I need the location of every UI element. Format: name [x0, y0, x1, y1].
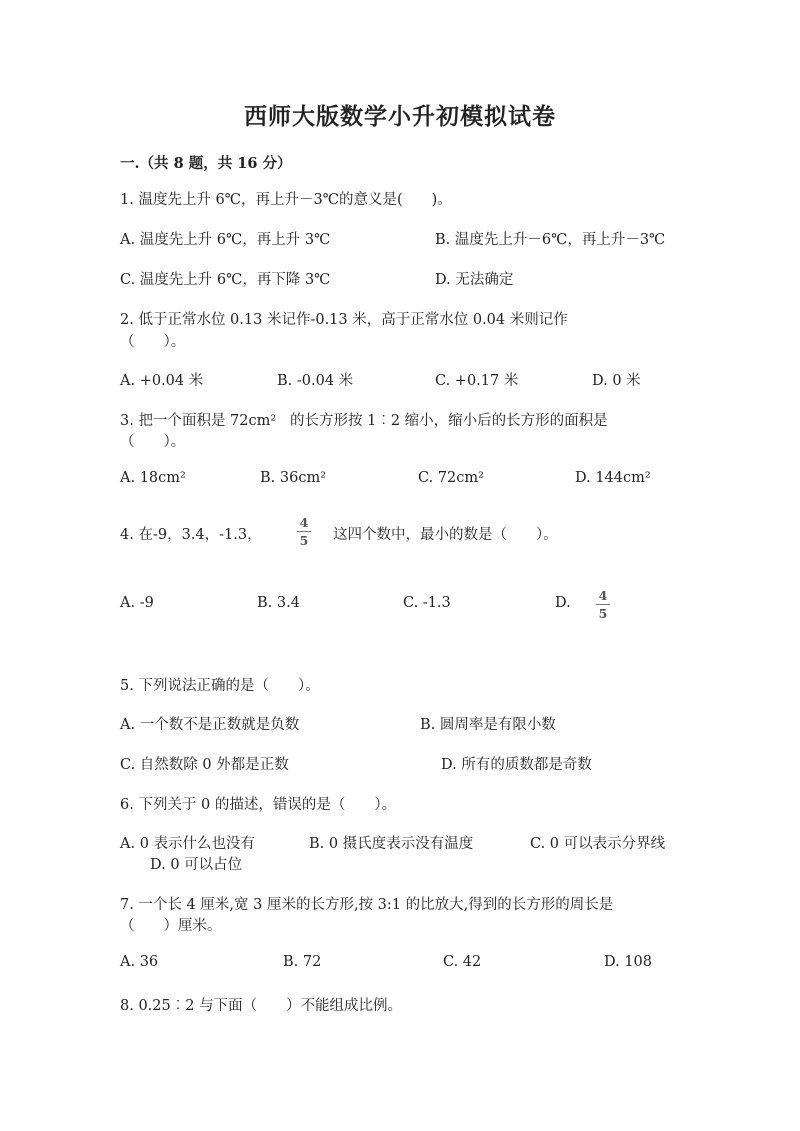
q6-option-c[interactable]: C. 0 可以表示分界线 [530, 836, 666, 852]
fraction-bar [297, 531, 311, 532]
question-2-stem: 2. 低于正常水位 0.13 米记作-0.13 米，高于正常水位 0.04 米则记作 [120, 312, 568, 328]
q5-option-a[interactable]: A. 一个数不是正数就是负数 [120, 717, 300, 733]
q7-option-b[interactable]: B. 72 [283, 954, 322, 970]
fraction-numerator: 4 [598, 588, 608, 603]
fraction-denominator: 5 [598, 606, 608, 621]
question-4-stem-part2: 这四个数中，最小的数是（ ）。 [333, 527, 558, 543]
question-1-stem: 1. 温度先上升 6℃，再上升－3℃的意义是( )。 [120, 192, 452, 208]
q2-option-d[interactable]: D. 0 米 [592, 373, 641, 389]
option-d-fraction [596, 589, 610, 620]
q4-option-a[interactable]: A. -9 [120, 595, 154, 611]
q7-option-a[interactable]: A. 36 [120, 954, 159, 970]
q1-option-a[interactable]: A. 温度先上升 6℃，再上升 3℃ [120, 232, 331, 248]
q3-option-b[interactable]: B. 36cm² [260, 470, 327, 486]
q1-option-d[interactable]: D. 无法确定 [435, 272, 514, 288]
page-title: 西师大版数学小升初模拟试卷 [244, 103, 556, 130]
q2-option-c[interactable]: C. +0.17 米 [435, 373, 519, 389]
question-5-stem: 5. 下列说法正确的是（ ）。 [120, 678, 320, 694]
q7-option-d[interactable]: D. 108 [604, 954, 653, 970]
question-3-stem-part1: 3. 把一个面积是 72cm² [120, 413, 277, 429]
question-8-stem: 8. 0.25︰2 与下面（ ）不能组成比例。 [120, 998, 403, 1014]
q1-option-b[interactable]: B. 温度先上升－6℃，再上升－3℃ [435, 232, 666, 248]
question-3-stem-line2: （ ）。 [120, 434, 186, 450]
question-2-stem-line2: （ ）。 [120, 334, 186, 350]
fraction-bar [596, 604, 610, 605]
question-3-stem-part2: 的长方形按 1︰2 缩小，缩小后的长方形的面积是 [290, 413, 608, 429]
q7-option-c[interactable]: C. 42 [443, 954, 482, 970]
q3-option-d[interactable]: D. 144cm² [575, 470, 651, 486]
q4-option-d[interactable]: D. [555, 595, 571, 611]
question-4-stem-part1: 4. 在-9，3.4，-1.3， [120, 527, 262, 543]
q2-option-b[interactable]: B. -0.04 米 [277, 373, 354, 389]
question-7-stem-line2: （ ）厘米。 [120, 918, 222, 934]
q6-option-b[interactable]: B. 0 摄氏度表示没有温度 [309, 836, 474, 852]
q4-option-c[interactable]: C. -1.3 [403, 595, 451, 611]
question-7-stem: 7. 一个长 4 厘米,宽 3 厘米的长方形,按 3:1 的比放大,得到的长方形的周长是 [120, 897, 614, 913]
q3-option-a[interactable]: A. 18cm² [120, 470, 186, 486]
fraction-four-fifths [297, 516, 311, 547]
q2-option-a[interactable]: A. +0.04 米 [120, 373, 204, 389]
question-6-stem: 6. 下列关于 0 的描述，错误的是（ ）。 [120, 797, 397, 813]
fraction-numerator: 4 [299, 515, 309, 530]
q1-option-c[interactable]: C. 温度先上升 6℃，再下降 3℃ [120, 272, 331, 288]
q4-option-b[interactable]: B. 3.4 [257, 595, 300, 611]
q5-option-c[interactable]: C. 自然数除 0 外都是正数 [120, 757, 289, 773]
section-header: 一.（共 8 题，共 16 分） [120, 155, 292, 172]
fraction-denominator: 5 [299, 533, 309, 548]
q6-option-d[interactable]: D. 0 可以占位 [150, 857, 243, 873]
q3-option-c[interactable]: C. 72cm² [418, 470, 484, 486]
q5-option-d[interactable]: D. 所有的质数都是奇数 [441, 757, 592, 773]
q6-option-a[interactable]: A. 0 表示什么也没有 [120, 836, 256, 852]
q5-option-b[interactable]: B. 圆周率是有限小数 [420, 717, 556, 733]
